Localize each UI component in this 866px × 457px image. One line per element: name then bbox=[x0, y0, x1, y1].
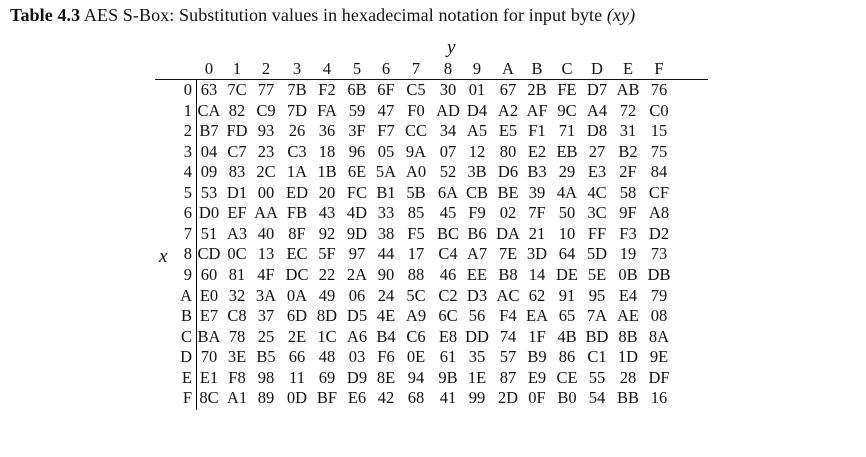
sbox-cell: 22 bbox=[318, 264, 336, 284]
sbox-cell: A2 bbox=[497, 100, 519, 120]
sbox-cell: 26 bbox=[288, 121, 306, 141]
sbox-cell: FF bbox=[587, 223, 607, 243]
sbox-cell: 4F bbox=[257, 264, 275, 284]
sbox-cell: A6 bbox=[346, 326, 368, 346]
sbox-cell: 73 bbox=[650, 244, 668, 264]
sbox-cell: 3A bbox=[255, 285, 277, 305]
sbox-cell: 12 bbox=[468, 141, 486, 161]
row-header: 9 bbox=[183, 264, 192, 284]
sbox-cell: 93 bbox=[257, 121, 275, 141]
sbox-cell: C3 bbox=[287, 141, 307, 161]
sbox-cell: 19 bbox=[619, 244, 637, 264]
sbox-cell: 4C bbox=[587, 182, 607, 202]
sbox-cell: 4D bbox=[346, 203, 368, 223]
sbox-cell: F1 bbox=[528, 121, 546, 141]
sbox-cell: 37 bbox=[257, 306, 275, 326]
column-header: C bbox=[561, 59, 573, 78]
sbox-cell: DB bbox=[647, 264, 671, 284]
sbox-cell: 43 bbox=[318, 203, 336, 223]
sbox-cell: 6A bbox=[437, 182, 459, 202]
sbox-cell: EA bbox=[526, 306, 548, 326]
sbox-cell: 60 bbox=[200, 264, 218, 284]
sbox-cell: 9C bbox=[557, 100, 577, 120]
sbox-cell: 70 bbox=[200, 347, 218, 367]
sbox-cell: 11 bbox=[289, 367, 305, 387]
sbox-cell: 29 bbox=[558, 162, 576, 182]
sbox-cell: B6 bbox=[467, 223, 487, 243]
sbox-cell: 2F bbox=[619, 162, 637, 182]
sbox-cell: 2D bbox=[497, 388, 519, 408]
row-header: 4 bbox=[183, 162, 192, 182]
sbox-cell: CA bbox=[197, 100, 221, 120]
sbox-cell: EB bbox=[556, 141, 578, 161]
sbox-cell: 8C bbox=[199, 388, 219, 408]
sbox-cell: 46 bbox=[439, 264, 457, 284]
sbox-cell: 51 bbox=[200, 223, 218, 243]
sbox-cell: 99 bbox=[468, 388, 486, 408]
sbox-cell: 0D bbox=[286, 388, 308, 408]
sbox-cell: 01 bbox=[468, 80, 486, 99]
sbox-cell: D9 bbox=[346, 367, 368, 387]
sbox-cell: 3F bbox=[348, 121, 366, 141]
sbox-cell: 58 bbox=[619, 182, 637, 202]
sbox-cell: A0 bbox=[405, 162, 427, 182]
sbox-cell: 67 bbox=[499, 80, 517, 99]
sbox-cell: AF bbox=[526, 100, 548, 120]
sbox-cell: EE bbox=[466, 264, 488, 284]
sbox-cell: 0A bbox=[286, 285, 308, 305]
sbox-cell: 74 bbox=[499, 326, 517, 346]
column-header: A bbox=[502, 59, 514, 78]
column-header: B bbox=[531, 59, 543, 78]
sbox-cell: 8F bbox=[288, 223, 306, 243]
sbox-cell: 90 bbox=[377, 264, 395, 284]
sbox-cell: C9 bbox=[256, 100, 276, 120]
sbox-cell: 2A bbox=[346, 264, 368, 284]
sbox-cell: 44 bbox=[377, 244, 395, 264]
sbox-cell: 16 bbox=[650, 388, 668, 408]
caption-variable: (xy) bbox=[606, 5, 636, 25]
sbox-cell: F5 bbox=[407, 223, 425, 243]
sbox-cell: 18 bbox=[318, 141, 336, 161]
sbox-cell: AA bbox=[254, 203, 278, 223]
sbox-cell: 3E bbox=[227, 347, 247, 367]
sbox-cell: D4 bbox=[466, 100, 488, 120]
sbox-cell: 1A bbox=[286, 162, 308, 182]
sbox-cell: 47 bbox=[377, 100, 395, 120]
sbox-cell: 68 bbox=[407, 388, 425, 408]
sbox-cell: 3D bbox=[526, 244, 548, 264]
sbox-cell: 9A bbox=[405, 141, 427, 161]
sbox-cell: BB bbox=[616, 388, 640, 408]
sbox-cell: 5A bbox=[375, 162, 397, 182]
sbox-cell: A4 bbox=[586, 100, 608, 120]
sbox-cell: C5 bbox=[406, 80, 426, 99]
y-axis-label: y bbox=[447, 37, 456, 58]
sbox-cell: 65 bbox=[558, 306, 576, 326]
sbox-cell: 80 bbox=[499, 141, 517, 161]
row-header: 8 bbox=[183, 244, 192, 264]
sbox-cell: 40 bbox=[257, 223, 275, 243]
row-header: 5 bbox=[183, 182, 192, 202]
column-header: 6 bbox=[381, 59, 391, 78]
row-header: 1 bbox=[183, 100, 192, 120]
sbox-cell: 91 bbox=[558, 285, 576, 305]
sbox-cell: B8 bbox=[498, 264, 518, 284]
sbox-cell: 4A bbox=[556, 182, 578, 202]
row-header: 0 bbox=[183, 80, 192, 99]
sbox-cell: 09 bbox=[200, 162, 218, 182]
sbox-cell: 06 bbox=[348, 285, 366, 305]
row-header: 7 bbox=[183, 223, 192, 243]
sbox-cell: 8B bbox=[618, 326, 638, 346]
sbox-cell: C4 bbox=[438, 244, 458, 264]
sbox-cell: 50 bbox=[558, 203, 576, 223]
sbox-cell: F3 bbox=[619, 223, 637, 243]
sbox-cell: 36 bbox=[318, 121, 336, 141]
sbox-cell: 2E bbox=[287, 326, 307, 346]
sbox-cell: B1 bbox=[376, 182, 396, 202]
sbox-cell: 9D bbox=[346, 223, 368, 243]
sbox-cell: 72 bbox=[619, 100, 637, 120]
sbox-cell: E2 bbox=[527, 141, 547, 161]
sbox-cell: 00 bbox=[257, 182, 275, 202]
sbox-cell: 8D bbox=[316, 306, 338, 326]
sbox-cell: B5 bbox=[256, 347, 276, 367]
sbox-cell: 1B bbox=[317, 162, 337, 182]
row-header: 3 bbox=[183, 141, 192, 161]
sbox-cell: 0E bbox=[406, 347, 426, 367]
sbox-cell: D5 bbox=[346, 306, 368, 326]
row-header: B bbox=[180, 306, 192, 326]
sbox-cell: A7 bbox=[466, 244, 488, 264]
sbox-cell: D8 bbox=[586, 121, 608, 141]
sbox-cell: C2 bbox=[438, 285, 458, 305]
row-header: E bbox=[181, 367, 192, 387]
sbox-cell: C1 bbox=[587, 347, 607, 367]
sbox-cell: 5D bbox=[586, 244, 608, 264]
sbox-cell: 05 bbox=[377, 141, 395, 161]
sbox-cell: 62 bbox=[528, 285, 546, 305]
sbox-cell: B9 bbox=[527, 347, 547, 367]
row-header: 6 bbox=[183, 203, 192, 223]
sbox-cell: 55 bbox=[588, 367, 606, 387]
sbox-cell: A5 bbox=[466, 121, 488, 141]
sbox-cell: 86 bbox=[558, 347, 576, 367]
sbox-cell: F0 bbox=[407, 100, 425, 120]
sbox-cell: 1E bbox=[467, 367, 487, 387]
sbox-cell: FE bbox=[557, 80, 577, 99]
column-header: 8 bbox=[443, 59, 453, 78]
sbox-cell: 1C bbox=[317, 326, 337, 346]
sbox-cell: 38 bbox=[377, 223, 395, 243]
sbox-cell: 0F bbox=[528, 388, 546, 408]
sbox-cell: 41 bbox=[439, 388, 457, 408]
sbox-cell: 75 bbox=[650, 141, 668, 161]
column-header: D bbox=[591, 59, 603, 78]
sbox-cell: EC bbox=[286, 244, 308, 264]
sbox-cell: 34 bbox=[439, 121, 457, 141]
sbox-cell: 32 bbox=[228, 285, 246, 305]
sbox-cell: 57 bbox=[499, 347, 517, 367]
sbox-cell: 63 bbox=[200, 80, 218, 99]
sbox-cell: 9F bbox=[619, 203, 637, 223]
sbox-cell: 10 bbox=[558, 223, 576, 243]
column-header: 1 bbox=[232, 59, 242, 78]
sbox-cell: 79 bbox=[650, 285, 668, 305]
sbox-cell: 2B bbox=[527, 80, 547, 99]
sbox-cell: BE bbox=[497, 182, 519, 202]
sbox-cell: CD bbox=[197, 244, 221, 264]
row-header: D bbox=[180, 347, 192, 367]
sbox-cell: 5B bbox=[406, 182, 426, 202]
sbox-cell: BF bbox=[316, 388, 338, 408]
sbox-cell: 27 bbox=[588, 141, 606, 161]
sbox-cell: F8 bbox=[228, 367, 246, 387]
row-header: C bbox=[180, 326, 192, 346]
sbox-cell: E0 bbox=[199, 285, 219, 305]
column-header: 4 bbox=[322, 59, 332, 78]
sbox-cell: B7 bbox=[199, 121, 219, 141]
sbox-cell: 7C bbox=[227, 80, 247, 99]
sbox-cell: 69 bbox=[318, 367, 336, 387]
sbox-cell: 96 bbox=[348, 141, 366, 161]
sbox-cell: B4 bbox=[376, 326, 396, 346]
sbox-cell: FB bbox=[286, 203, 308, 223]
sbox-cell: 6E bbox=[347, 162, 367, 182]
sbox-cell: 6F bbox=[377, 80, 395, 99]
sbox-cell: F6 bbox=[377, 347, 395, 367]
sbox-cell: 9B bbox=[438, 367, 458, 387]
sbox-cell: 48 bbox=[318, 347, 336, 367]
sbox-cell: 42 bbox=[377, 388, 395, 408]
sbox-cell: 39 bbox=[528, 182, 546, 202]
sbox-cell: 66 bbox=[288, 347, 306, 367]
sbox-cell: D2 bbox=[648, 223, 670, 243]
sbox-cell: 7A bbox=[586, 306, 608, 326]
sbox-cell: 52 bbox=[439, 162, 457, 182]
sbox-cell: EF bbox=[227, 203, 247, 223]
sbox-cell: 7E bbox=[498, 244, 518, 264]
sbox-cell: 7B bbox=[287, 80, 307, 99]
sbox-cell: BD bbox=[585, 326, 609, 346]
sbox-cell: 2C bbox=[256, 162, 276, 182]
sbox-cell: E4 bbox=[618, 285, 638, 305]
sbox-cell: E9 bbox=[527, 367, 547, 387]
column-header: 7 bbox=[411, 59, 421, 78]
sbox-cell: 89 bbox=[257, 388, 275, 408]
sbox-cell: 24 bbox=[377, 285, 395, 305]
sbox-cell: AD bbox=[436, 100, 460, 120]
sbox-cell: E8 bbox=[438, 326, 458, 346]
sbox-cell: 1F bbox=[528, 326, 546, 346]
column-header: 9 bbox=[472, 59, 482, 78]
sbox-cell: DA bbox=[496, 223, 520, 243]
sbox-cell: 3B bbox=[467, 162, 487, 182]
sbox-cell: CC bbox=[404, 121, 428, 141]
sbox-cell: 61 bbox=[439, 347, 457, 367]
sbox-cell: DC bbox=[285, 264, 309, 284]
sbox-cell: B2 bbox=[618, 141, 638, 161]
sbox-cell: A8 bbox=[648, 203, 670, 223]
sbox-cell: AC bbox=[496, 285, 520, 305]
sbox-cell: 5E bbox=[587, 264, 607, 284]
sbox-cell: 15 bbox=[650, 121, 668, 141]
sbox-cell: 5C bbox=[406, 285, 426, 305]
sbox-cell: 30 bbox=[439, 80, 457, 99]
sbox-cell: BC bbox=[436, 223, 460, 243]
sbox-cell: 64 bbox=[558, 244, 576, 264]
row-header: A bbox=[180, 285, 192, 305]
sbox-cell: 82 bbox=[228, 100, 246, 120]
sbox-cell: DD bbox=[465, 326, 489, 346]
sbox-cell: E6 bbox=[347, 388, 367, 408]
sbox-cell: E7 bbox=[199, 306, 219, 326]
sbox-cell: 56 bbox=[468, 306, 486, 326]
row-header: F bbox=[182, 388, 192, 408]
sbox-cell: 81 bbox=[228, 264, 246, 284]
table-caption bbox=[10, 5, 635, 26]
sbox-cell: F7 bbox=[377, 121, 395, 141]
sbox-cell: B0 bbox=[557, 388, 577, 408]
sbox-cell: 59 bbox=[348, 100, 366, 120]
sbox-cell: 0B bbox=[618, 264, 638, 284]
sbox-cell: 8A bbox=[648, 326, 670, 346]
sbox-cell: 07 bbox=[439, 141, 457, 161]
sbox-cell: 25 bbox=[257, 326, 275, 346]
caption-text: AES S-Box: Substitution values in hexadecimal notation for input byte bbox=[83, 5, 603, 25]
x-axis-label: x bbox=[159, 246, 168, 267]
sbox-cell: E1 bbox=[199, 367, 219, 387]
sbox-cell: C7 bbox=[227, 141, 247, 161]
sbox-cell: 97 bbox=[348, 244, 366, 264]
sbox-cell: 35 bbox=[468, 347, 486, 367]
sbox-cell: CF bbox=[648, 182, 670, 202]
sbox-cell: 08 bbox=[650, 306, 668, 326]
column-header: E bbox=[622, 59, 634, 78]
sbox-cell: 83 bbox=[228, 162, 246, 182]
sbox-cell: C6 bbox=[406, 326, 426, 346]
sbox-cell: 98 bbox=[257, 367, 275, 387]
sbox-cell: D1 bbox=[226, 182, 248, 202]
sbox-cell: 76 bbox=[650, 80, 668, 99]
sbox-cell: FD bbox=[226, 121, 248, 141]
sbox-cell: 14 bbox=[528, 264, 546, 284]
sbox-cell: D7 bbox=[586, 80, 608, 99]
sbox-cell: BA bbox=[197, 326, 221, 346]
sbox-cell: 6C bbox=[438, 306, 458, 326]
sbox-cell: 03 bbox=[348, 347, 366, 367]
column-header: 5 bbox=[352, 59, 362, 78]
sbox-cell: CE bbox=[556, 367, 578, 387]
sbox-cell: 3C bbox=[587, 203, 607, 223]
sbox-cell: 04 bbox=[200, 141, 218, 161]
sbox-cell: 23 bbox=[257, 141, 275, 161]
sbox-cell: 17 bbox=[407, 244, 425, 264]
sbox-cell: 71 bbox=[558, 121, 576, 141]
sbox-cell: 6D bbox=[286, 306, 308, 326]
sbox-cell: 28 bbox=[619, 367, 637, 387]
sbox-cell: A1 bbox=[226, 388, 248, 408]
sbox-cell: 13 bbox=[257, 244, 275, 264]
sbox-cell: 5F bbox=[318, 244, 336, 264]
row-header: 2 bbox=[183, 121, 192, 141]
sbox-cell: DF bbox=[648, 367, 670, 387]
sbox-cell: D6 bbox=[497, 162, 519, 182]
sbox-cell: 9E bbox=[649, 347, 669, 367]
sbox-cell: 87 bbox=[499, 367, 517, 387]
column-header: 3 bbox=[292, 59, 302, 78]
sbox-cell: 6B bbox=[347, 80, 367, 99]
sbox-cell: 1D bbox=[617, 347, 639, 367]
sbox-cell: F4 bbox=[499, 306, 517, 326]
sbox-cell: 77 bbox=[257, 80, 275, 99]
sbox-cell: AB bbox=[616, 80, 640, 99]
sbox-cell: 88 bbox=[407, 264, 425, 284]
sbox-cell: F2 bbox=[318, 80, 336, 99]
sbox-cell: 85 bbox=[407, 203, 425, 223]
column-header: 0 bbox=[204, 59, 214, 78]
sbox-cell: 20 bbox=[318, 182, 336, 202]
sbox-cell: 31 bbox=[619, 121, 637, 141]
sbox-cell: C8 bbox=[227, 306, 247, 326]
sbox-cell: 45 bbox=[439, 203, 457, 223]
caption-label: Table 4.3 bbox=[10, 5, 81, 25]
sbox-cell: C0 bbox=[649, 100, 669, 120]
sbox-cell: 7D bbox=[286, 100, 308, 120]
sbox-cell: F9 bbox=[468, 203, 486, 223]
sbox-cell: 84 bbox=[650, 162, 668, 182]
sbox-cell: 92 bbox=[318, 223, 336, 243]
sbox-cell: 4E bbox=[376, 306, 396, 326]
sbox-cell: E5 bbox=[498, 121, 518, 141]
sbox-cell: A9 bbox=[405, 306, 427, 326]
sbox-cell: D3 bbox=[466, 285, 488, 305]
sbox-cell: E3 bbox=[587, 162, 607, 182]
sbox-cell: FC bbox=[346, 182, 368, 202]
sbox-cell: AE bbox=[617, 306, 639, 326]
sbox-cell: 95 bbox=[588, 285, 606, 305]
sbox-cell: D0 bbox=[198, 203, 220, 223]
sbox-cell: ED bbox=[286, 182, 308, 202]
sbox-cell: 8E bbox=[376, 367, 396, 387]
sbox-cell: 4B bbox=[557, 326, 577, 346]
column-header: F bbox=[654, 59, 664, 78]
sbox-cell: 49 bbox=[318, 285, 336, 305]
sbox-cell: 21 bbox=[528, 223, 546, 243]
sbox-cell: 94 bbox=[407, 367, 425, 387]
sbox-cell: DE bbox=[556, 264, 578, 284]
sbox-cell: 53 bbox=[200, 182, 218, 202]
sbox-cell: 0C bbox=[227, 244, 247, 264]
sbox-cell: 78 bbox=[228, 326, 246, 346]
sbox-cell: A3 bbox=[226, 223, 248, 243]
sbox-cell: 54 bbox=[588, 388, 606, 408]
sbox-cell: 33 bbox=[377, 203, 395, 223]
sbox-cell: 7F bbox=[528, 203, 546, 223]
sbox-cell: FA bbox=[317, 100, 337, 120]
sbox-cell: 02 bbox=[499, 203, 517, 223]
column-header: 2 bbox=[261, 59, 271, 78]
sbox-cell: CB bbox=[465, 182, 489, 202]
sbox-cell: B3 bbox=[527, 162, 547, 182]
